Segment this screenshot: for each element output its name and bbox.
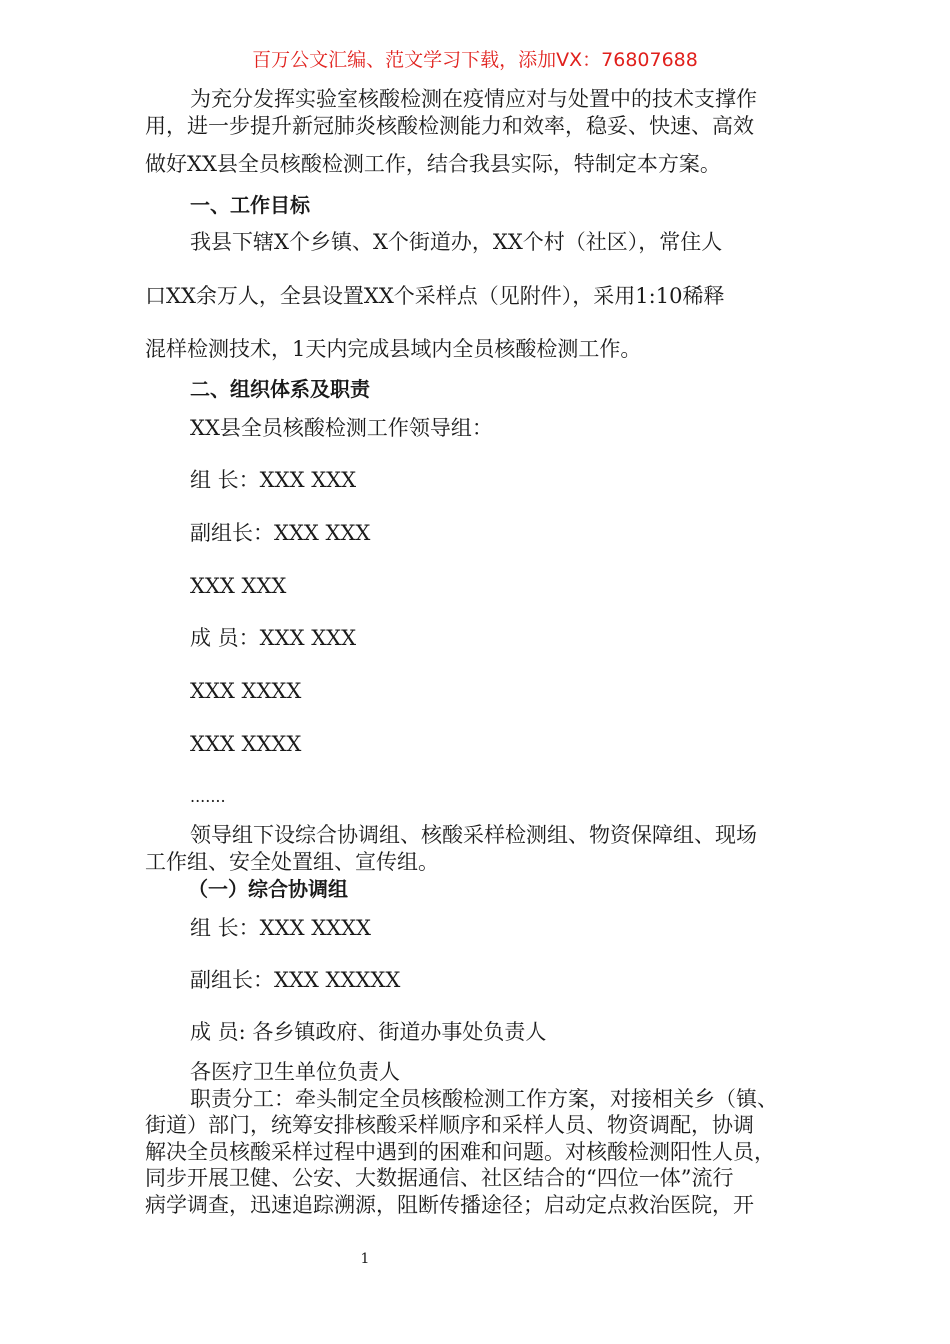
- ellipsis: .......: [190, 787, 226, 806]
- body-line: 领导组下设综合协调组、核酸采样检测组、物资保障组、现场: [190, 823, 757, 847]
- page-number: 1: [360, 1251, 370, 1267]
- duties-line: 街道）部门，统筹安排核酸采样顺序和采样人员、物资调配，协调: [145, 1113, 754, 1137]
- body-line: 混样检测技术，1天内完成县域内全员核酸检测工作。: [145, 337, 642, 361]
- member-line: 各医疗卫生单位负责人: [190, 1060, 400, 1084]
- section-heading: 一、工作目标: [190, 193, 310, 217]
- member-line: 成 员: 各乡镇政府、街道办事处负责人: [190, 1020, 547, 1044]
- member-line: XXX XXXX: [190, 732, 302, 756]
- section-heading: 二、组织体系及职责: [190, 377, 370, 401]
- deputy-line: 副组长：XXX XXX: [190, 521, 371, 545]
- member-line: 成 员：XXX XXX: [190, 626, 357, 650]
- body-line: 口XX余万人，全县设置XX个采样点（见附件），采用1:10稀释: [145, 284, 725, 308]
- leader-line: 组 长：XXX XXX: [190, 468, 357, 492]
- intro-line: 为充分发挥实验室核酸检测在疫情应对与处置中的技术支撑作: [190, 87, 757, 111]
- duties-line: 病学调查，迅速追踪溯源，阻断传播途径；启动定点救治医院，开: [145, 1193, 754, 1217]
- watermark-banner: 百万公文汇编、范文学习下载，添加VX：76807688: [252, 49, 698, 71]
- duties-line: 职责分工：牵头制定全员核酸检测工作方案，对接相关乡（镇、: [190, 1087, 778, 1111]
- leader-line: 组 长：XXX XXXX: [190, 916, 372, 940]
- duties-line: 同步开展卫健、公安、大数据通信、社区结合的“四位一体”流行: [145, 1166, 734, 1190]
- intro-line: 做好XX县全员核酸检测工作，结合我县实际，特制定本方案。: [145, 152, 721, 176]
- intro-line: 用，进一步提升新冠肺炎核酸检测能力和效率，稳妥、快速、高效: [145, 114, 754, 138]
- duties-line: 解决全员核酸采样过程中遇到的困难和问题。对核酸检测阳性人员，: [145, 1140, 775, 1164]
- deputy-line: XXX XXX: [190, 574, 287, 598]
- body-line: XX县全员核酸检测工作领导组：: [190, 416, 493, 440]
- body-line: 工作组、安全处置组、宣传组。: [145, 850, 439, 874]
- member-line: XXX XXXX: [190, 679, 302, 703]
- deputy-line: 副组长：XXX XXXXX: [190, 968, 401, 992]
- subsection-heading: （一）综合协调组: [188, 877, 348, 901]
- body-line: 我县下辖X个乡镇、X个街道办，XX个村（社区），常住人: [190, 230, 723, 254]
